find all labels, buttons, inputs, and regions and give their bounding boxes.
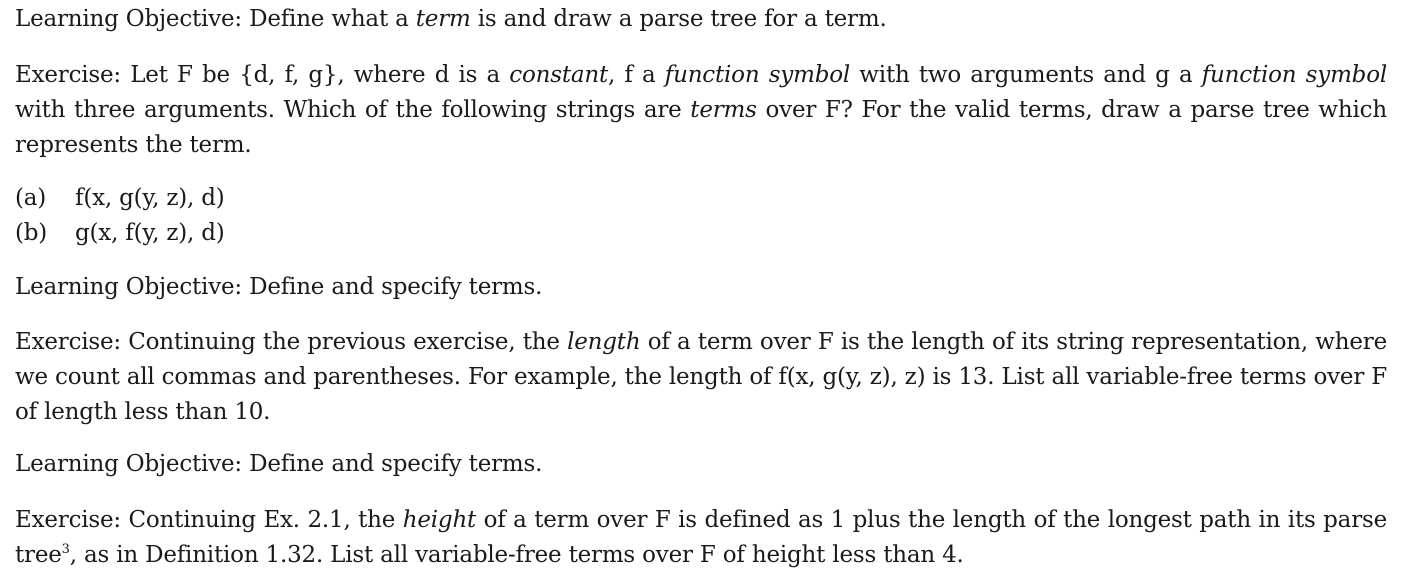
exercise-1-item-list [15,181,1387,251]
learning-objective-2 [15,270,1387,305]
exercise-emphasis: terms [690,97,757,123]
list-item-text: g(x, f(y, z), d) [75,220,225,246]
exercise-text: , as in Definition 1.32. List all variable-free terms over F of height less than 4. [69,542,964,568]
exercise-text: , f a [608,62,665,88]
exercise-text: with two arguments and g a [850,62,1202,88]
list-item-label: (a) [15,185,47,211]
list-item-label: (b) [15,220,48,246]
exercise-emphasis: function symbol [664,62,851,88]
list-item [15,216,1387,251]
objective-text: is and draw a parse tree for a term. [470,6,887,32]
exercise-3 [15,503,1387,573]
objective-text: Learning Objective: Define and specify terms. [15,451,543,477]
list-item-text: f(x, g(y, z), d) [75,185,225,211]
learning-objective-3 [15,447,1387,482]
exercise-text: Exercise: Continuing the previous exercise, the [15,329,568,355]
exercise-emphasis: height [402,507,477,533]
exercise-text: over F? For the valid terms, draw a parse tree which represents the term. [15,97,1387,158]
learning-objective-1 [15,2,1387,37]
exercise-2 [15,325,1387,430]
exercise-text: Exercise: Let F be {d, f, g}, where d is a [15,62,510,88]
exercise-emphasis: length [567,329,641,355]
list-item [15,181,1387,216]
exercise-1 [15,58,1387,163]
exercise-text: of a term over F is the length of its string representation, where we count all commas and parentheses. For example, the length of f(x, g(y, z), z) is 13. List all variable-free terms over F of length less than 10. [15,329,1387,425]
objective-text: Learning Objective: Define what a [15,6,416,32]
objective-emphasis: term [415,6,471,32]
objective-text: Learning Objective: Define and specify terms. [15,274,543,300]
exercise-text: Exercise: Continuing Ex. 2.1, the [15,507,403,533]
exercise-text: of a term over F is defined as 1 plus the length of the longest path in its parse tree [15,507,1387,568]
exercise-emphasis: constant [509,62,609,88]
footnote-marker[interactable]: 3 [61,542,70,557]
exercise-emphasis: function symbol [1201,62,1388,88]
exercise-text: with three arguments. Which of the following strings are [15,97,691,123]
